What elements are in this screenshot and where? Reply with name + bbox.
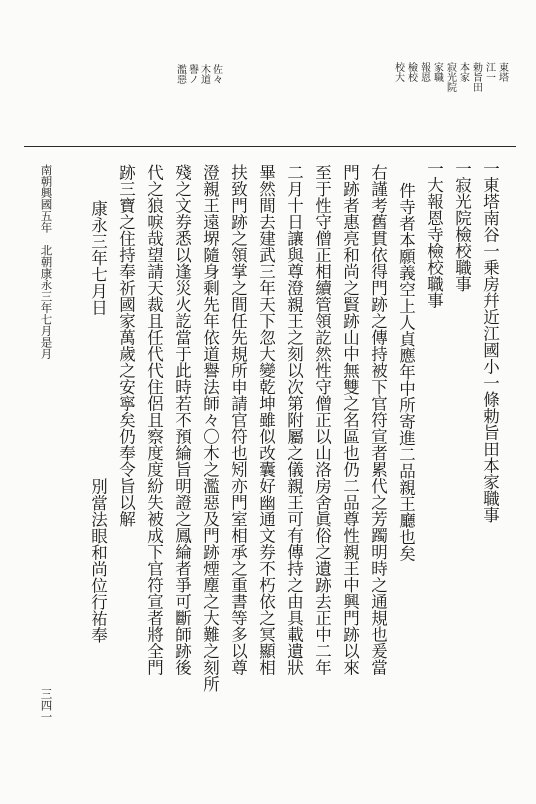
header-vertical-8 <box>405 62 416 82</box>
text-column-5: 右謹考舊貫依得門跡之傳持被下官符宣者累代之芳躅明時之通規也爰當 <box>368 164 388 676</box>
header-item: 報恩 <box>418 62 430 82</box>
header-vertical-9 <box>392 62 403 82</box>
text-column-3: 一大報恩寺檢校職事 <box>424 160 444 309</box>
header-vertical-2 <box>483 62 494 82</box>
text-column-2: 一寂光院檢校職事 <box>452 160 472 292</box>
header-signature-2: 木道 <box>198 64 210 84</box>
page-number: 三四一 <box>39 688 54 723</box>
text-column-7: 至于性守僧正相續管領訖然性守僧正以山洛房舍眞俗之遺跡去正中二年 <box>312 164 332 676</box>
text-column-10: 扶致門跡之領掌之間任先規所申請官符也矧亦門室相承之重書等多以尊 <box>228 164 248 676</box>
text-column-9: 畢然間去建武三年天下忽大變乾坤雖似改囊好幽通文券不朽依之冥顯相 <box>256 164 276 676</box>
header-item: 勅旨田 <box>470 62 482 92</box>
text-column-13: 代之狼唳哉望請天裁且任代代住侶且察度度紛失被成下官符宣者將全門 <box>144 164 164 676</box>
text-column-11: 澄親王遠堺隨身剩先年依道譽法師々〇木之濫惡及門跡煙塵之大難之刻所 <box>200 164 220 692</box>
text-column-14: 跡三寶之住持奉祈國家萬歲之安寧矣仍奉令旨以解 <box>116 164 136 527</box>
date-line: 康永三年七月日 <box>88 200 108 316</box>
header-vertical-7 <box>418 62 429 82</box>
header-signature-3: 譽ノ <box>186 64 198 84</box>
text-column-4: 件寺者本願義空上人貞應年中所寄進二品親王廳也矣 <box>396 182 416 562</box>
header-item: 東塔 <box>496 62 508 82</box>
header-vertical-3 <box>470 62 481 92</box>
header-rule <box>24 146 516 147</box>
signer-line: 別當法眼和尚位行祐奉 <box>88 478 108 643</box>
header-signature-1: 佐々 <box>210 64 222 84</box>
header-signature-4: 濫惡 <box>174 64 186 84</box>
header-item: 本家 <box>457 62 469 82</box>
header-item: 檢校 <box>405 62 417 82</box>
header-vertical-4 <box>457 62 468 82</box>
header-item: 寂光院 <box>444 62 456 92</box>
header-vertical-1 <box>496 62 507 82</box>
header-item: 家職 <box>431 62 443 82</box>
header-item: 校大 <box>392 62 404 82</box>
header-item: 江一 <box>483 62 495 82</box>
header-vertical-6 <box>431 62 442 82</box>
text-column-6: 門跡者惠亮和尚之賢跡山中無雙之名區也仍二品尊性親王中興門跡以來 <box>340 164 360 676</box>
era-note: 南朝興國五年 北朝康永三年七月是月 <box>39 164 54 360</box>
header-vertical-5 <box>444 62 455 92</box>
text-column-8: 二月十日讓與尊澄親王之刻以次第附屬之儀親王可有傳持之由具載遺狀 <box>284 164 304 676</box>
text-column-1: 一東塔南谷一乗房幷近江國小一條勅旨田本家職事 <box>480 160 500 523</box>
text-column-12: 殘之文券悉以逢災火訖當于此時若不預綸旨明證之鳳綸者爭可斷師跡後 <box>172 164 192 676</box>
